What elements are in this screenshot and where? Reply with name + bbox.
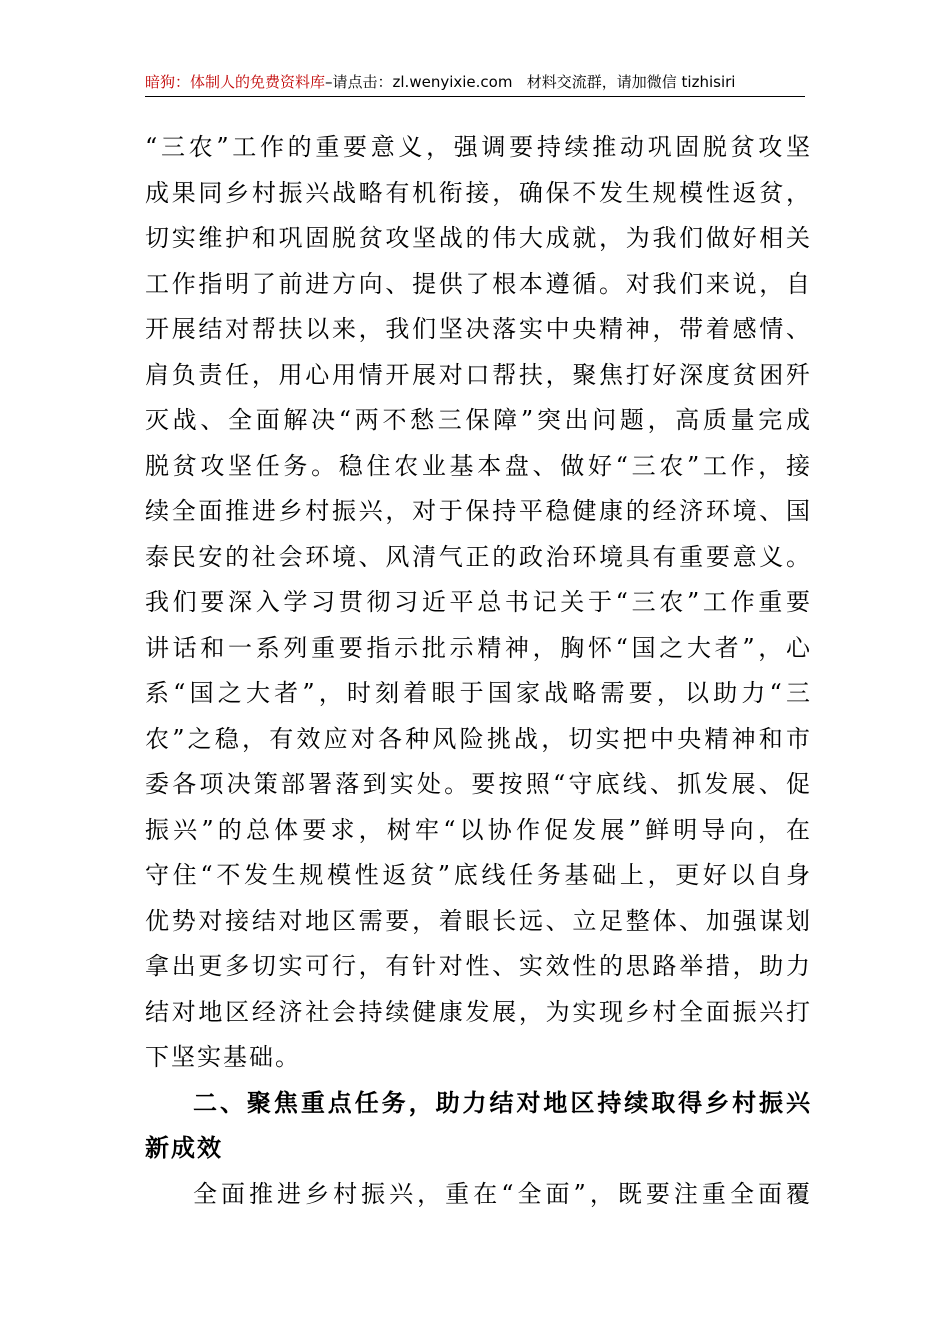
paragraph-line: 切实维护和巩固脱贫攻坚战的伟大成就，为我们做好相关 [145,224,810,252]
paragraph-line: 守住“不发生规模性返贫”底线任务基础上，更好以自身 [145,861,810,889]
header-site-name: 暗狗：体制人的免费资料库 [145,73,326,91]
paragraph-line: 工作指明了前进方向、提供了根本遵循。对我们来说，自 [145,269,810,298]
paragraph-line: 讲话和一系列重要指示批示精神，胸怀“国之大者”，心 [145,633,810,662]
paragraph-line: 农”之稳，有效应对各种风险挑战，切实把中央精神和市 [145,724,810,753]
paragraph-line: 肩负责任，用心用情开展对口帮扶，聚焦打好深度贫困歼 [145,360,810,389]
paragraph-line: 拿出更多切实可行，有针对性、实效性的思路举措，助力 [145,952,810,980]
paragraph-line: 全面推进乡村振兴，重在“全面”，既要注重全面覆 [193,1179,810,1208]
paragraph-line: 优势对接结对地区需要，着眼长远、立足整体、加强谋划 [145,906,810,935]
paragraph-line: 灭战、全面解决“两不愁三保障”突出问题，高质量完成 [145,406,810,434]
header-link[interactable]: –请点击：zl.wenyixie.com [325,73,513,91]
paragraph-line: 成果同乡村振兴战略有机衔接，确保不发生规模性返贫， [145,178,810,207]
header-divider [145,96,805,97]
page-header [145,70,805,94]
paragraph-line: 续全面推进乡村振兴，对于保持平稳健康的经济环境、国 [145,497,810,525]
paragraph-line: 振兴”的总体要求，树牢“以协作促发展”鲜明导向，在 [145,815,810,844]
paragraph-line: “三农”工作的重要意义，强调要持续推动巩固脱贫攻坚 [145,133,810,161]
paragraph-line: 结对地区经济社会持续健康发展，为实现乡村全面振兴打 [145,997,810,1026]
paragraph-line: 系“国之大者”，时刻着眼于国家战略需要，以助力“三 [145,679,810,707]
paragraph-line: 开展结对帮扶以来，我们坚决落实中央精神，带着感情、 [145,315,810,343]
paragraph-line: 我们要深入学习贯彻习近平总书记关于“三农”工作重要 [145,588,810,616]
header-group-note: 材料交流群，请加微信 tizhisiri [526,73,736,91]
section-heading-line-1: 二、聚焦重点任务，助力结对地区持续取得乡村振兴 [193,1088,810,1117]
paragraph-line: 泰民安的社会环境、风清气正的政治环境具有重要意义。 [145,542,810,571]
body-text [145,125,810,1217]
section-heading-line-2: 新成效 [145,1134,223,1162]
paragraph-line: 下坚实基础。 [145,1043,301,1071]
paragraph-line: 脱贫攻坚任务。稳住农业基本盘、做好“三农”工作，接 [145,451,810,480]
paragraph-line: 委各项决策部署落到实处。要按照“守底线、抓发展、促 [145,770,810,798]
